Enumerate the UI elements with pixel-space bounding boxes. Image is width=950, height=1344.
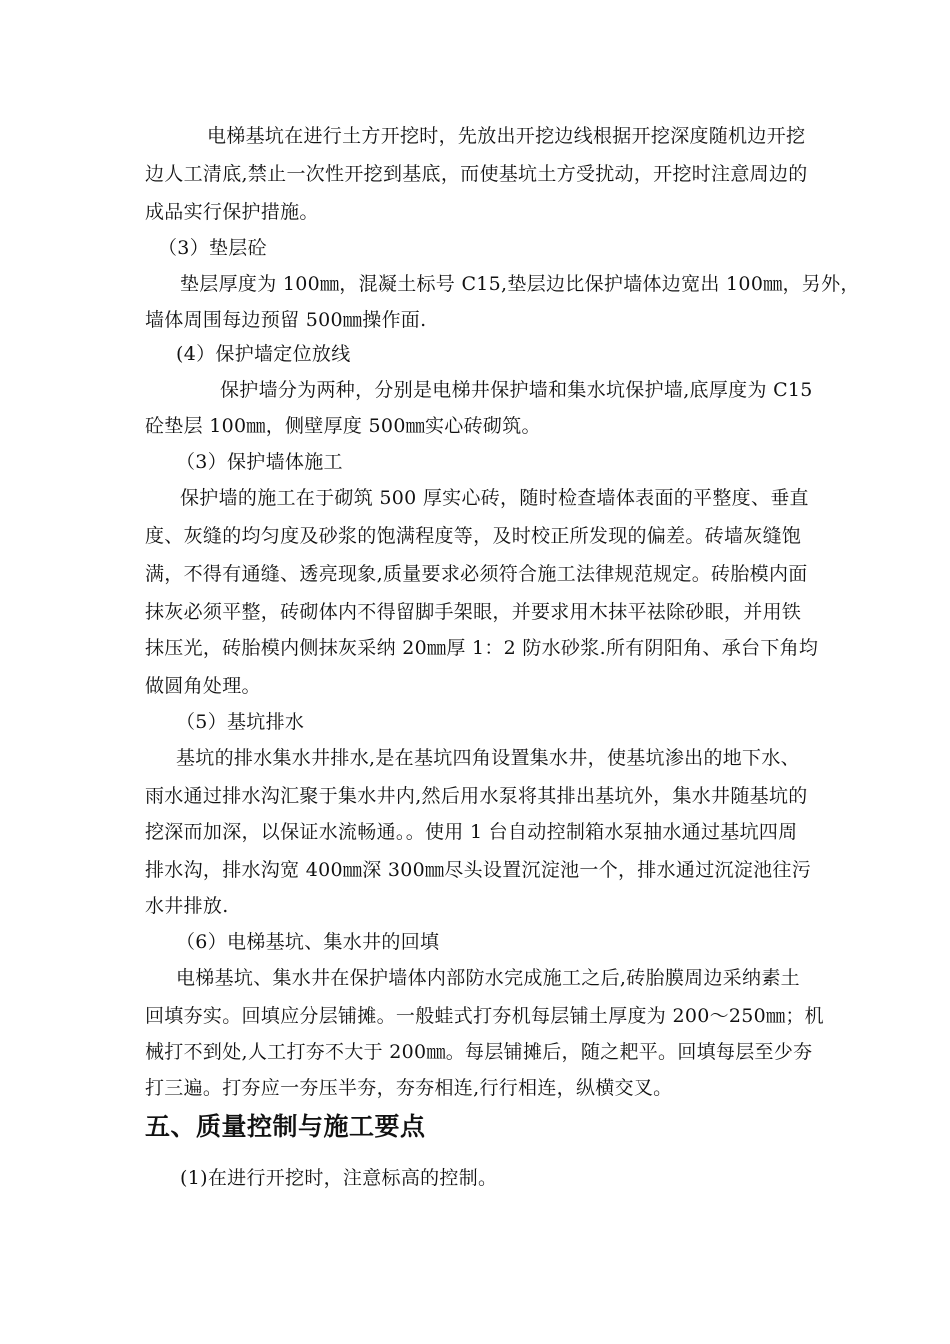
paragraph-line: 墙体周围每边预留 500㎜操作面. bbox=[145, 309, 427, 331]
paragraph-line: 抹压光，砖胎模内侧抹灰采纳 20㎜厚 1：2 防水砂浆.所有阴阳角、承台下角均 bbox=[145, 637, 819, 659]
paragraph-line: 保护墙分为两种，分别是电梯井保护墙和集水坑保护墙,底厚度为 C15 bbox=[220, 379, 813, 401]
subsection-title: （3）保护墙体施工 bbox=[176, 451, 343, 473]
paragraph-line: 做圆角处理。 bbox=[145, 675, 261, 697]
section-heading: 五、质量控制与施工要点 bbox=[145, 1112, 426, 1141]
paragraph-line: 成品实行保护措施。 bbox=[145, 201, 319, 223]
paragraph-line: 雨水通过排水沟汇聚于集水井内,然后用水泵将其排出基坑外，集水井随基坑的 bbox=[145, 785, 808, 807]
subsection-title: （5）基坑排水 bbox=[176, 711, 305, 733]
paragraph-line: 回填夯实。回填应分层铺摊。一般蛙式打夯机每层铺土厚度为 200～250㎜；机 bbox=[145, 1005, 824, 1027]
paragraph-line: 挖深而加深，以保证水流畅通。。使用 1 台自动控制箱水泵抽水通过基坑四周 bbox=[145, 821, 798, 843]
paragraph-line: 抹灰必须平整，砖砌体内不得留脚手架眼，并要求用木抹平祛除砂眼，并用铁 bbox=[145, 601, 802, 623]
paragraph-line: 电梯基坑在进行土方开挖时，先放出开挖边线根据开挖深度随机边开挖 bbox=[207, 125, 806, 147]
subsection-title: （6）电梯基坑、集水井的回填 bbox=[176, 931, 440, 953]
paragraph-line: 械打不到处,人工打夯不大于 200㎜。每层铺摊后，随之耙平。回填每层至少夯 bbox=[145, 1041, 813, 1063]
paragraph-line: 度、灰缝的均匀度及砂浆的饱满程度等，及时校正所发现的偏差。砖墙灰缝饱 bbox=[145, 525, 802, 547]
list-item: (1)在进行开挖时，注意标高的控制。 bbox=[180, 1167, 498, 1189]
paragraph-line: 满，不得有通缝、透亮现象,质量要求必须符合施工法律规范规定。砖胎模内面 bbox=[145, 563, 808, 585]
paragraph-line: 排水沟，排水沟宽 400㎜深 300㎜尽头设置沉淀池一个，排水通过沉淀池往污 bbox=[145, 859, 812, 881]
paragraph-line: 垫层厚度为 100㎜，混凝土标号 C15,垫层边比保护墙体边宽出 100㎜，另外， bbox=[180, 273, 860, 295]
paragraph-line: 电梯基坑、集水井在保护墙体内部防水完成施工之后,砖胎膜周边采纳素土 bbox=[176, 967, 800, 989]
subsection-title: （3）垫层砼 bbox=[158, 237, 267, 259]
paragraph-line: 砼垫层 100㎜，侧壁厚度 500㎜实心砖砌筑。 bbox=[145, 415, 541, 437]
subsection-title: (4）保护墙定位放线 bbox=[176, 343, 351, 365]
paragraph-line: 基坑的排水集水井排水,是在基坑四角设置集水井，使基坑渗出的地下水、 bbox=[176, 747, 800, 769]
paragraph-line: 保护墙的施工在于砌筑 500 厚实心砖，随时检查墙体表面的平整度、垂直 bbox=[180, 487, 809, 509]
paragraph-line: 边人工清底,禁止一次性开挖到基底，而使基坑土方受扰动，开挖时注意周边的 bbox=[145, 163, 808, 185]
paragraph-line: 水井排放. bbox=[145, 895, 229, 917]
paragraph-line: 打三遍。打夯应一夯压半夯，夯夯相连,行行相连，纵横交叉。 bbox=[145, 1077, 673, 1099]
